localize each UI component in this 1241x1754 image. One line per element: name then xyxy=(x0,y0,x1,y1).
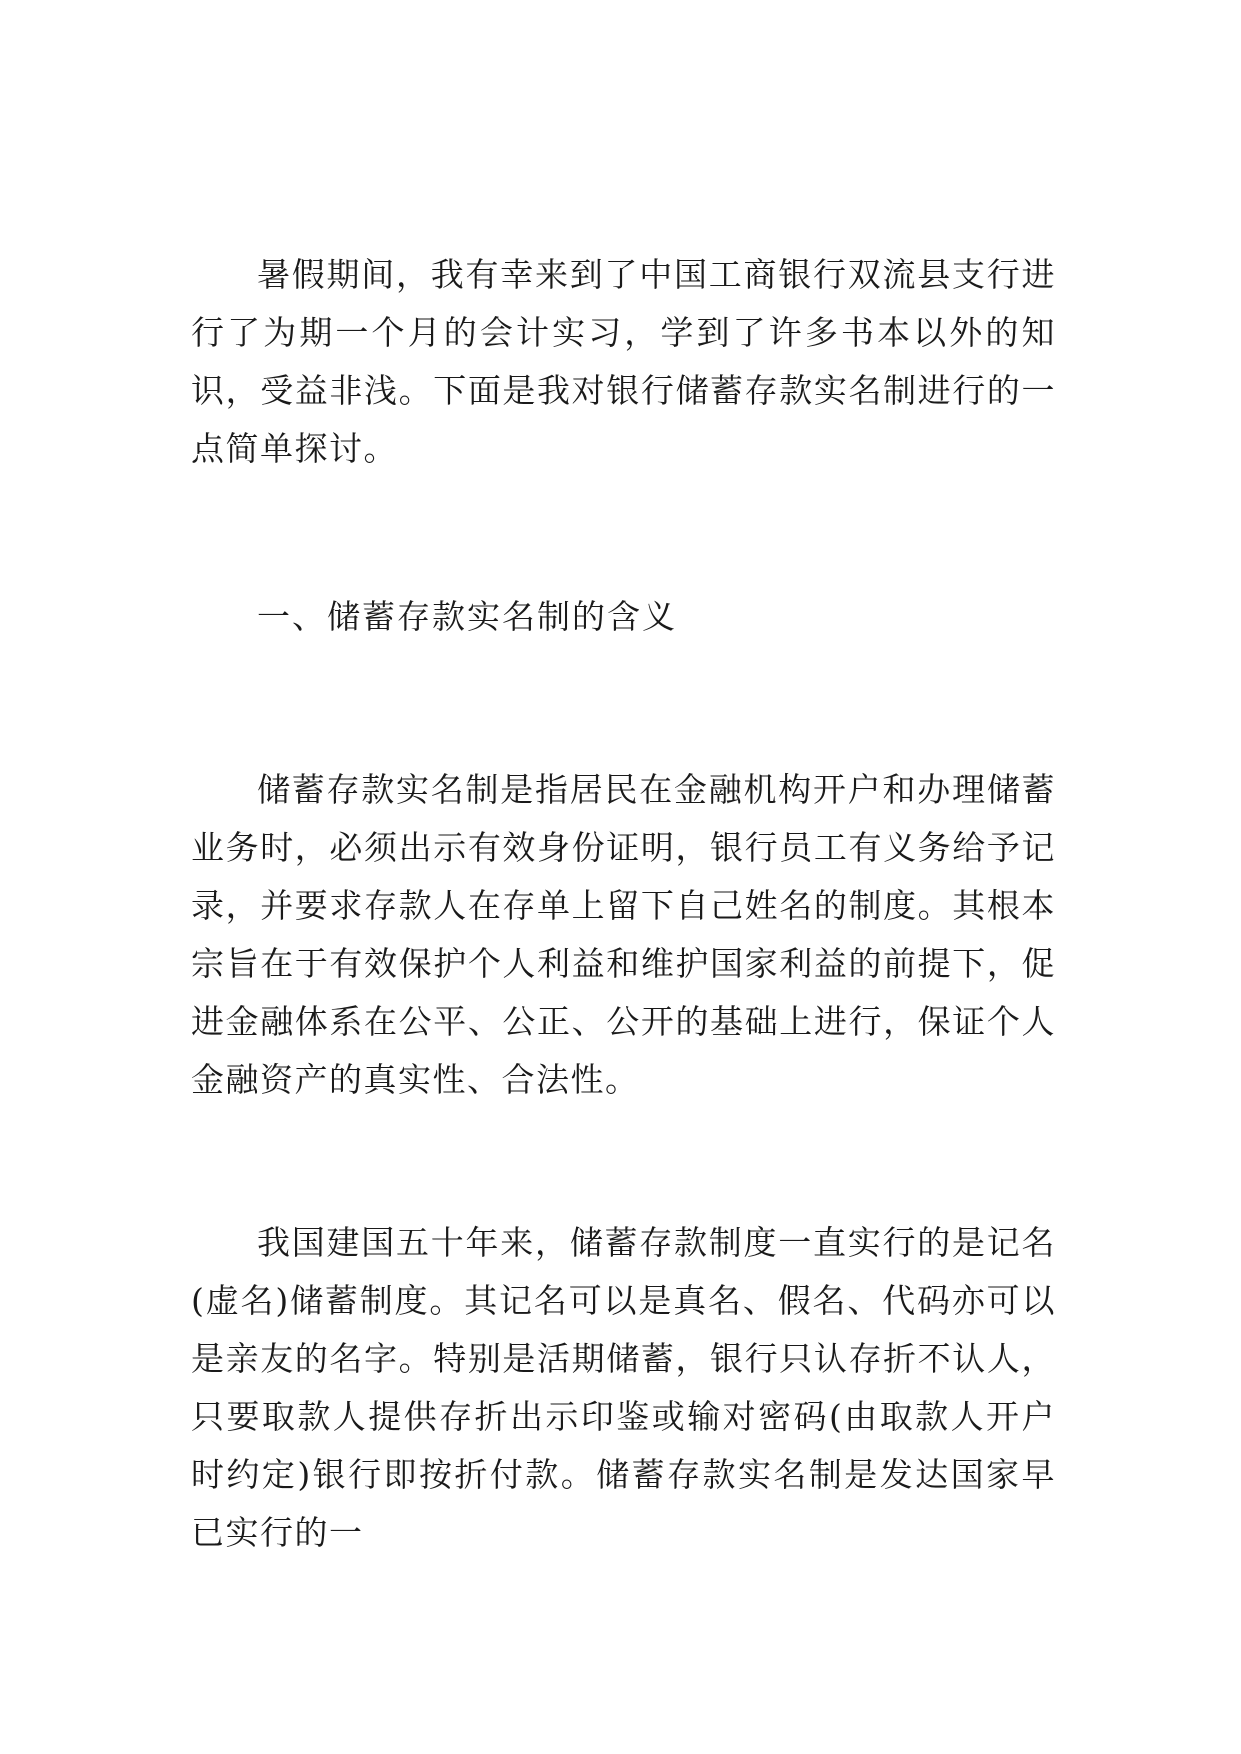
document-body xyxy=(191,246,1056,1562)
paragraph-intro: 暑假期间，我有幸来到了中国工商银行双流县支行进行了为期一个月的会计实习，学到了许多书本以外的知识，受益非浅。下面是我对银行储蓄存款实名制进行的一点简单探讨。 xyxy=(191,255,1056,468)
spacer xyxy=(191,478,1056,588)
paragraph-definition: 储蓄存款实名制是指居民在金融机构开户和办理储蓄业务时，必须出示有效身份证明，银行员工有义务给予记录，并要求存款人在存单上留下自己姓名的制度。其根本宗旨在于有效保护个人利益和维护国家利益的前提下，促进金融体系在公平、公正、公开的基础上进行，保证个人金融资产的真实性、合法性。 xyxy=(191,770,1056,1099)
section-heading: 一、储蓄存款实名制的含义 xyxy=(257,597,677,636)
paragraph-history: 我国建国五十年来，储蓄存款制度一直实行的是记名(虚名)储蓄制度。其记名可以是真名、假名、代码亦可以是亲友的名字。特别是活期储蓄，银行只认存折不认人，只要取款人提供存折出示印鉴或输对密码(由取款人开户时约定)银行即按折付款。储蓄存款实名制是发达国家早已实行的一 xyxy=(191,1223,1056,1552)
spacer xyxy=(191,646,1056,761)
spacer xyxy=(191,1109,1056,1214)
